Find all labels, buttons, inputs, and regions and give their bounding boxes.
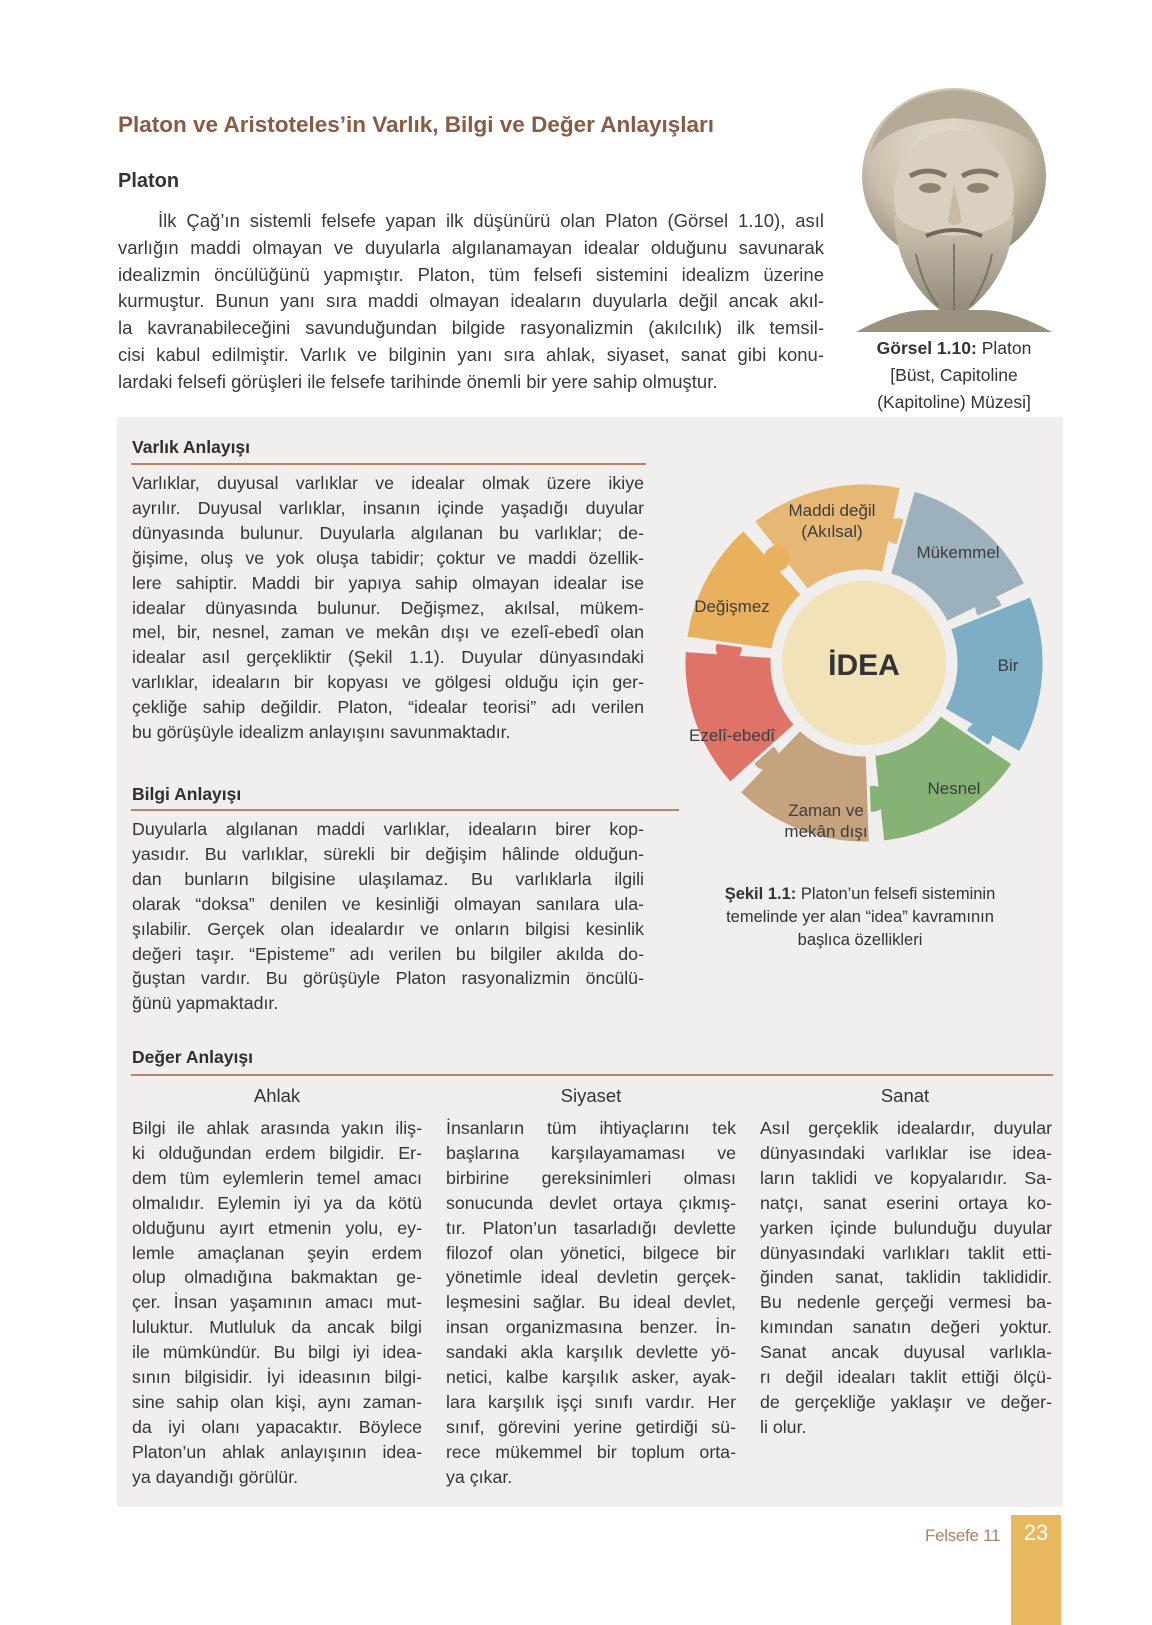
text-line: idealar asıl gerçekliktir (Şekil 1.1). Duyular dünyasındaki — [132, 647, 644, 668]
text-line: sandaki akla karşılık devlette yö- — [446, 1342, 736, 1363]
text-line: yönetimle ideal devletin gerçek- — [446, 1267, 736, 1288]
bilgi-rule — [131, 809, 679, 811]
text-line: bu görüşüyle idealizm anlayışını savunmaktadır. — [132, 722, 511, 743]
text-line: lemle amaçlanan şeyin erdem — [132, 1242, 422, 1263]
varlik-paragraph — [132, 471, 644, 745]
text-line: Duyularla algılanan maddi varlıklar, ideaların birer kop- — [132, 819, 644, 839]
text-line: tır. Platon’un tasarladığı devlette — [446, 1217, 736, 1238]
deger-rule — [131, 1074, 1053, 1076]
text-line: Asıl gerçeklik idealardır, duyular — [760, 1118, 1052, 1138]
varlik-rule — [131, 463, 646, 465]
text-line: ile mümkündür. Bu bilgi iyi idea- — [132, 1342, 422, 1363]
text-line: sonucunda devlet ortaya çıkmış- — [446, 1192, 736, 1213]
page-title: Platon ve Aristoteles’in Varlık, Bilgi ve Değer Anlayışları — [118, 112, 715, 137]
text-line: olarak “doksa” denilen ve kesinliği olmayan sanılara ula- — [132, 893, 644, 914]
text-line: netici, kalbe karşılık asker, ayak- — [446, 1367, 736, 1388]
intro-line: kurmuştur. Bunun yanı sıra maddi olmayan ideaların duyularla değil ancak akıl- — [118, 290, 824, 312]
text-line: ların taklidi ve kopyalarıdır. Sa- — [760, 1167, 1052, 1188]
text-line: Bilgi ile ahlak arasında yakın iliş- — [132, 1118, 422, 1138]
text-line: yarken içinde bulunduğu duyular — [760, 1217, 1052, 1238]
intro-line: İlk Çağ’ın sistemli felsefe yapan ilk düşünürü olan Platon (Görsel 1.10), asıl — [158, 210, 824, 231]
piece-label-ezeli: Ezelî-ebedî — [689, 726, 775, 745]
text-line: olup olmadığına bakmaktan ge- — [132, 1267, 422, 1288]
text-line: sınıf, görevini yerine getirdiği sü- — [446, 1416, 736, 1437]
text-line: olduğunu ayırt etmenin yolu, ey- — [132, 1217, 422, 1238]
piece-label-degismez: Değişmez — [694, 597, 770, 616]
piece-label-maddi-line1: Maddi değil — [788, 501, 876, 520]
text-line: dan bunların bilgisine ulaşılamaz. Bu varlıklarla ilgili — [132, 868, 644, 889]
platon-bust-image — [856, 84, 1052, 332]
intro-line: idealizmin öncülüğünü yapmıştır. Platon, tüm felsefi sistemini idealizm üzerine — [118, 263, 824, 285]
deger-heading: Değer Anlayışı — [132, 1047, 253, 1067]
text-line: Sanat ancak duyusal varlıkla- — [760, 1342, 1052, 1363]
page-number: 23 — [1023, 1520, 1049, 1545]
text-line: ya çıkar. — [446, 1466, 513, 1487]
text-line: Platon’un ahlak anlayışının idea- — [132, 1441, 422, 1462]
idea-diagram — [660, 458, 1060, 868]
idea-segment-knob-degismez — [764, 546, 790, 572]
text-line: sının bilgisidir. İyi ideasının bilgi- — [132, 1367, 422, 1388]
text-line: olmalıdır. Eylemin iyi ya da kötü — [132, 1192, 422, 1213]
caption-line: [Büst, Capitoline — [890, 365, 1018, 385]
text-line: ya dayandığı görülür. — [132, 1466, 299, 1487]
column-heading-sanat: Sanat — [880, 1085, 930, 1106]
text-line: rece mükemmel bir toplum orta- — [446, 1441, 736, 1462]
intro-paragraph — [118, 208, 824, 396]
text-line: natçı, sanat eserini ortaya ko- — [760, 1192, 1052, 1213]
text-line: çekliğe sahip değildir. Platon, “idealar teorisi” adı verilen — [132, 697, 644, 718]
text-line: dem tüm eylemlerin temel amacı — [132, 1167, 422, 1188]
intro-line: la kavranabileceğini savunduğundan bilgide rasyonalizmin (akılcılık) ilk temsil- — [118, 317, 824, 339]
text-line: luluktur. Mutluluk da ancak bilgi — [132, 1317, 422, 1338]
text-line: yasıdır. Bu varlıklar, sürekli bir değişim hâlinde olduğun- — [132, 843, 644, 864]
figure-caption-text: Platon’un felsefi sisteminin — [800, 885, 996, 903]
text-line: şılabilir. Gerçek olan idealardır ve onların bilgisi kesinlik — [132, 918, 644, 939]
text-line: ğinden sanat, taklidin taklididir. — [760, 1267, 1052, 1288]
text-line: dünyasındaki varlıklar ise idea- — [760, 1142, 1052, 1163]
text-line: ğuştan vardır. Bu görüşüyle Platon rasyonalizmin öncülü- — [132, 968, 644, 989]
bust-caption — [858, 335, 1050, 416]
bilgi-paragraph — [132, 817, 644, 1016]
idea-center-label: İDEA — [828, 649, 900, 682]
varlik-heading: Varlık Anlayışı — [132, 437, 251, 457]
text-line: rı değil ideaları taklit ettiği ölçü- — [760, 1367, 1052, 1388]
text-line: mel, bir, nesnel, zaman ve mekân dışı ve ezelî-ebedî olan — [132, 622, 644, 643]
text-line: da iyi olanı yapacaktır. Böylece — [132, 1416, 422, 1437]
column-heading-ahlak: Ahlak — [253, 1085, 301, 1106]
piece-label-zaman-line1: Zaman ve — [788, 801, 864, 820]
text-line: dünyasında bulunur. Duyularla algılanan bu varlıklar; de- — [132, 522, 644, 543]
section-heading-platon: Platon — [118, 170, 180, 192]
figure-caption-text: temelinde yer alan “idea” kavramının — [726, 908, 994, 926]
text-line: çer. İnsan yaşamının amacı mut- — [132, 1292, 422, 1313]
text-line: ğişime, oluş ve yok oluşa tabidir; çoktur ve maddi özellik- — [132, 547, 644, 568]
text-line: insan organizmasına benzer. İn- — [446, 1317, 736, 1338]
text-line: lara karşılık işçi sınıfı vardır. Her — [446, 1391, 736, 1412]
text-line: de gerçekliğe yaklaşır ve değer- — [760, 1391, 1052, 1412]
intro-line: cisi kabul edilmiştir. Varlık ve bilginin yanı sıra ahlak, siyaset, sanat gibi konu- — [118, 343, 824, 365]
text-line: değeri taşır. “Episteme” adı verilen bu bilgiler akılda do- — [132, 943, 644, 964]
text-line: ki olduğundan erdem bilgidir. Er- — [132, 1142, 422, 1163]
text-line: filozof olan yönetici, bilgece bir — [446, 1242, 736, 1263]
text-line: başlarına karşılayamaması ve — [446, 1142, 736, 1163]
text-line: Varlıklar, duyusal varlıklar ve idealar olmak üzere ikiye — [132, 473, 644, 493]
column-heading-siyaset: Siyaset — [560, 1085, 622, 1106]
intro-line: lardaki felsefi görüşleri ile felsefe tarihinde önemli bir yere sahip olmuştur. — [118, 370, 718, 392]
text-line: lere sahiptir. Maddi bir yapıya sahip olmayan idealar ise — [132, 572, 644, 593]
caption-label: Görsel 1.10: — [876, 338, 977, 358]
caption-name: Platon — [981, 338, 1032, 358]
text-line: li olur. — [760, 1416, 807, 1437]
caption-line: (Kapitoline) Müzesi] — [877, 392, 1031, 412]
figure-caption — [700, 883, 1020, 952]
figure-caption-text: başlıca özellikleri — [797, 931, 923, 949]
text-line: kımından sanatın değeri yoktur. — [760, 1317, 1052, 1338]
text-line: birbirine gereksinimleri olması — [446, 1167, 736, 1188]
text-line: varlıklar, ideaların bir kopyası ve gölgesi olduğu için ger- — [132, 672, 644, 693]
text-line: dünyasındaki varlıkları taklit etti- — [760, 1242, 1052, 1263]
text-line: İnsanların tüm ihtiyaçlarını tek — [446, 1118, 736, 1138]
book-title: Felsefe 11 — [925, 1526, 1001, 1545]
piece-label-nesnel: Nesnel — [927, 779, 981, 798]
text-line: Bu nedenle gerçeği vermesi ba- — [760, 1292, 1052, 1313]
text-line: sine sahip olan kişi, aynı zaman- — [132, 1391, 422, 1412]
piece-label-mukemmel: Mükemmel — [916, 543, 1000, 562]
text-line: idealar dünyasında bulunur. Değişmez, akılsal, mükem- — [132, 597, 644, 618]
piece-label-zaman-line2: mekân dışı — [784, 822, 868, 841]
bilgi-heading: Bilgi Anlayışı — [132, 784, 242, 804]
ahlak-column — [132, 1116, 422, 1490]
figure-caption-label: Şekil 1.1: — [724, 885, 797, 903]
siyaset-column — [446, 1116, 736, 1490]
piece-label-bir: Bir — [997, 656, 1019, 675]
intro-line: varlığın maddi olmayan ve duyularla algılanamayan idealar olduğunu savunarak — [118, 236, 824, 258]
text-line: ayrılır. Duyusal varlıklar, insanın içinde yaşadığı duyular — [132, 497, 644, 518]
piece-label-maddi-line2: (Akılsal) — [801, 522, 863, 541]
sanat-column — [760, 1116, 1052, 1440]
text-line: leşmesini sağlar. Bu ideal devlet, — [446, 1292, 736, 1313]
text-line: ğünü yapmaktadır. — [132, 993, 279, 1014]
